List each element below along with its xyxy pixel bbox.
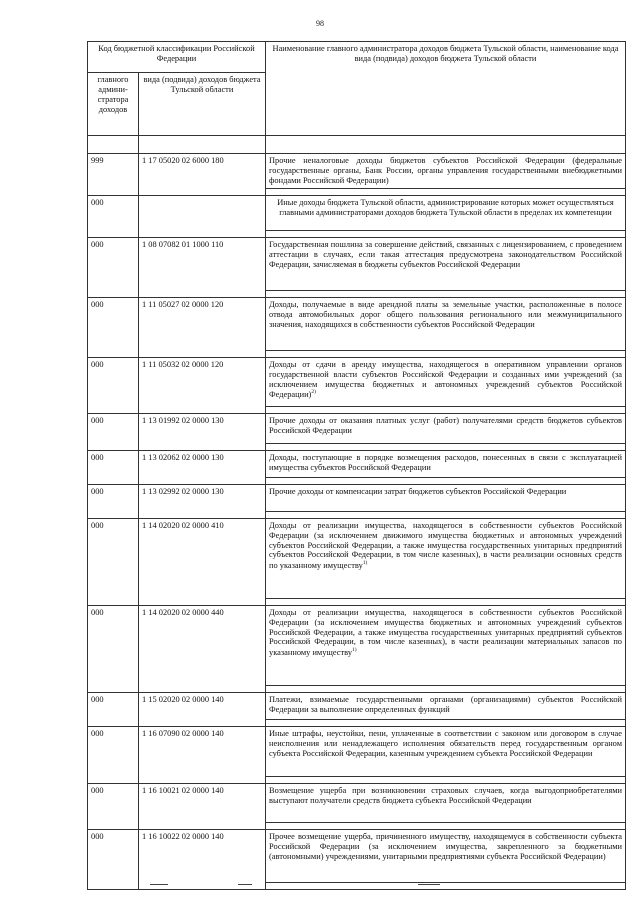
table-row [88,484,626,511]
separator-cell [88,685,139,692]
row-separator [88,685,626,692]
revenue-code-cell: 1 17 05020 02 6000 180 [139,154,266,189]
name-group-header-text: Наименование главного администратора доходов бюджета Тульской области, наименование кода вида (подвида) доходов бюджета Тульской области [272,44,619,63]
revenue-description-text: Возмещение ущерба при возникновении страховых случаев, когда выгодоприобретателями выступают получатели средств бюджета субъекта Российской Федерации [269,785,622,805]
row-separator [88,406,626,413]
separator-cell [266,477,626,484]
table-row [88,154,626,189]
revenue-code-cell [139,195,266,230]
separator-cell [88,443,139,450]
revenue-description-cell [266,605,626,685]
separator-cell [266,776,626,783]
separator-cell [266,443,626,450]
separator-cell [88,350,139,357]
revenue-description-text: Прочие неналоговые доходы бюджетов субъектов Российской Федерации (федеральные государственные органы, Банк России, органы управления государственными внебюджетными фондами Российской Федерации) [269,156,622,185]
separator-cell [266,719,626,726]
revenue-code-cell: 1 13 01992 02 0000 130 [139,413,266,443]
table-row [88,237,626,290]
separator-cell [139,822,266,829]
table-row [88,413,626,443]
revenue-code-cell: 1 13 02062 02 0000 130 [139,450,266,477]
footnote-marker: 1) [352,647,357,654]
admin-code-cell: 000 [88,518,139,598]
separator-cell [88,290,139,297]
admin-code-cell: 000 [88,237,139,290]
revenue-description-text: Доходы, поступающие в порядке возмещения расходов, понесенных в связи с эксплуатацией имущества субъектов Российской Федерации [269,452,622,472]
revenue-description-cell [266,450,626,477]
admin-code-cell: 000 [88,297,139,350]
revenue-code-cell: 1 11 05032 02 0000 120 [139,357,266,406]
table-row [88,518,626,598]
table-row [88,783,626,822]
footnote-marker: 1) [362,560,368,567]
scan-artifact [150,884,168,885]
separator-cell [88,477,139,484]
row-separator [88,882,626,889]
separator-cell [266,822,626,829]
row-separator [88,719,626,726]
revenue-description-text: Платежи, взимаемые государственными органами (организациями) субъектов Российской Федерации за выполнение определенных функций [269,694,622,714]
row-separator [88,188,626,195]
admin-code-cell: 000 [88,829,139,882]
code-group-header: Код бюджетной классификации Российской Федерации [88,42,266,73]
revenue-description-cell [266,154,626,189]
revenue-description-cell [266,195,626,230]
admin-code-cell: 000 [88,450,139,477]
table-row [88,829,626,882]
admin-code-cell: 000 [88,783,139,822]
separator-cell [139,406,266,413]
row-separator [88,598,626,605]
row-separator [88,776,626,783]
separator-cell [266,685,626,692]
revenue-code-cell: 1 08 07082 01 1000 110 [139,237,266,290]
revenue-description-text: Прочие доходы от оказания платных услуг (работ) получателями средств бюджетов субъектов Российской Федерации [269,415,622,435]
separator-cell [88,776,139,783]
revenue-description-text: Доходы, получаемые в виде арендной платы за земельные участки, расположенные в полосе отвода автомобильных дорог общего пользования регионального или межмуниципального значения, находящихся в собственности субъектов Российской Федерации [269,299,622,329]
separator-cell [88,822,139,829]
row-separator [88,511,626,518]
footnote-marker: 2) [311,389,316,396]
table-row [88,195,626,230]
scan-artifact [238,884,252,885]
header-gap [88,136,139,154]
revenue-code-cell: 1 16 10021 02 0000 140 [139,783,266,822]
separator-cell [139,350,266,357]
separator-cell [88,511,139,518]
revenue-description-cell [266,237,626,290]
revenue-description-cell [266,726,626,776]
admin-code-cell: 000 [88,357,139,406]
revenue-description-cell [266,692,626,719]
table-row [88,357,626,406]
separator-cell [266,188,626,195]
separator-cell [88,882,139,889]
separator-cell [266,406,626,413]
revenue-description-text: Государственная пошлина за совершение действий, связанных с лицензированием, с проведением аттестации в случаях, если такая аттестация предусмотрена законодательством Российской Федерации, зачисляемая в бюджеты субъектов Российской Федерации [269,239,622,269]
name-group-header [266,42,626,136]
admin-code-cell: 000 [88,692,139,719]
table-body [88,154,626,890]
admin-code-cell: 000 [88,605,139,685]
revenue-description-text: Прочие доходы от компенсации затрат бюджетов субъектов Российской Федерации [269,486,567,496]
revenue-classification-table [87,41,626,890]
row-separator [88,290,626,297]
revenue-description-cell [266,413,626,443]
separator-cell [139,598,266,605]
revenue-description-text: Иные штрафы, неустойки, пени, уплаченные в соответствии с законом или договором в случае неисполнения или ненадлежащего исполнения обязательств перед государственным органом субъекта Российской Федерации, казенным учреждением субъекта Российской Федерации [269,728,622,758]
revenue-code-cell: 1 16 07090 02 0000 140 [139,726,266,776]
row-separator [88,350,626,357]
table-row [88,726,626,776]
row-separator [88,230,626,237]
separator-cell [266,511,626,518]
separator-cell [139,719,266,726]
revenue-description-text: Прочее возмещение ущерба, причиненного имуществу, находящемуся в собственности субъекта Российской Федерации (за исключением имущества, закрепленного за бюджетными (автономными) учреждениями, унитарными предприятиями субъекта Российской Федерации) [269,831,622,861]
revenue-description-text: Иные доходы бюджета Тульской области, администрирование которых может осуществляться главными администраторами доходов бюджета Тульской области в пределах их компетенции [277,197,614,217]
row-separator [88,477,626,484]
separator-cell [88,188,139,195]
admin-code-cell: 000 [88,484,139,511]
revenue-description-cell [266,484,626,511]
row-separator [88,822,626,829]
separator-cell [266,290,626,297]
separator-cell [139,477,266,484]
separator-cell [266,230,626,237]
table-row [88,450,626,477]
separator-cell [266,598,626,605]
revenue-code-cell: 1 11 05027 02 0000 120 [139,297,266,350]
table-row [88,297,626,350]
scan-artifact [418,884,440,885]
table-row [88,605,626,685]
separator-cell [139,511,266,518]
revenue-description-text: Доходы от реализации имущества, находящегося в собственности субъектов Российской Федерации (за исключением имущества бюджетных и автономных учреждений субъектов Российской Федерации, а также имущества государственных унитарных предприятий субъектов Российской Федерации, в том числе казенных), в части реализации материальных запасов по указанному имуществу [269,607,622,658]
separator-cell [139,188,266,195]
separator-cell [139,290,266,297]
revenue-description-cell [266,297,626,350]
revenue-description-text: Доходы от реализации имущества, находящегося в собственности субъектов Российской Федерации (за исключением движимого имущества бюджетных и автономных учреждений субъектов Российской Федерации, а также имущества государственных унитарных предприятий субъектов Российской Федерации, в том числе казенных), в части реализации основных средств по указанному имуществу [269,520,622,571]
admin-code-cell: 000 [88,726,139,776]
revenue-code-cell: 1 15 02020 02 0000 140 [139,692,266,719]
separator-cell [88,598,139,605]
revenue-description-cell [266,518,626,598]
admin-code-cell: 999 [88,154,139,189]
page-number: 98 [316,19,324,28]
table-row [88,692,626,719]
revenue-code-cell: 1 16 10022 02 0000 140 [139,829,266,882]
separator-cell [139,776,266,783]
separator-cell [266,350,626,357]
separator-cell [88,406,139,413]
separator-cell [88,719,139,726]
kind-column-header: вида (подвида) доходов бюджета Тульской области [139,73,266,136]
revenue-description-cell [266,829,626,882]
revenue-description-cell [266,357,626,406]
header-gap [139,136,266,154]
admin-code-cell: 000 [88,413,139,443]
admin-code-cell: 000 [88,195,139,230]
revenue-description-cell [266,783,626,822]
row-separator [88,443,626,450]
separator-cell [266,882,626,889]
revenue-code-cell: 1 13 02992 02 0000 130 [139,484,266,511]
separator-cell [139,685,266,692]
revenue-description-text: Доходы от сдачи в аренду имущества, находящегося в оперативном управлении органов государственной власти субъектов Российской Федерации и созданных ими учреждений (за исключением имущества бюджетных и автономных учреждений субъектов Российской Федерации) [269,359,622,400]
revenue-code-cell: 1 14 02020 02 0000 440 [139,605,266,685]
separator-cell [88,230,139,237]
separator-cell [139,230,266,237]
admin-column-header: главного админи-стратора доходов [88,73,139,136]
header-gap [266,136,626,154]
revenue-code-cell: 1 14 02020 02 0000 410 [139,518,266,598]
separator-cell [139,443,266,450]
